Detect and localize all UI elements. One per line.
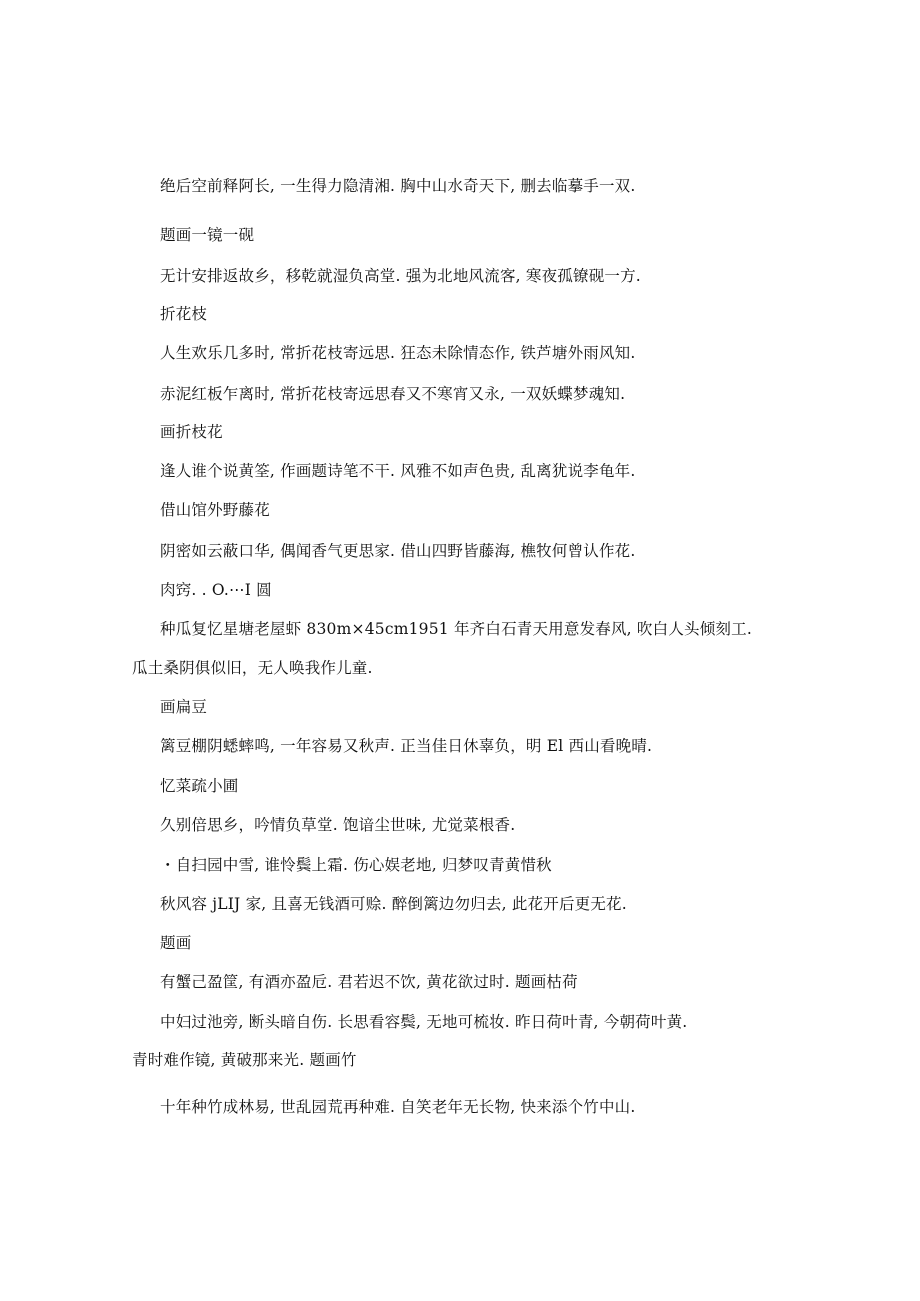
poem-line-2: 无计安排返故乡，移乾就湿负高堂. 强为北地风流客, 寒夜孤镣砚一方. bbox=[160, 267, 641, 285]
poem-line-10: 久别倍思乡，吟情负草堂. 饱谙尘世味, 尤觉菜根香. bbox=[160, 816, 516, 834]
poem-line-11: ・自扫园中雪, 谁怜鬓上霜. 伤心娱老地, 归梦叹青黄惜秋 bbox=[160, 856, 552, 874]
poem-title-5: 肉窍. . O.⋯I 圆 bbox=[160, 581, 272, 599]
poem-line-14: 中妇过池旁, 断头暗自伤. 长思看容鬓, 无地可梳妆. 昨日荷叶青, 今朝荷叶黄. bbox=[160, 1013, 688, 1031]
poem-line-3: 人生欢乐几多时, 常折花枝寄远思. 狂态未除情态作, 铁芦塘外雨风知. bbox=[160, 344, 636, 362]
poem-line-6: 阴密如云蔽口华, 偶闻香气更思家. 借山四野皆藤海, 樵牧何曾认作花. bbox=[160, 542, 636, 560]
poem-title-8: 题画 bbox=[160, 934, 192, 952]
poem-title-6: 画扁豆 bbox=[160, 698, 208, 716]
poem-line-8: 瓜土桑阴俱似旧，无人唤我作儿童. bbox=[132, 659, 373, 677]
poem-line-15: 青时难作镜, 黄破那来光. 题画竹 bbox=[132, 1051, 357, 1069]
poem-title-7: 忆菜疏小圃 bbox=[160, 777, 239, 795]
poem-title-3: 画折枝花 bbox=[160, 423, 223, 441]
poem-line-12: 秋风容 jLIJ 家, 且喜无钱酒可赊. 醉倒篱边勿归去, 此花开后更无花. bbox=[160, 895, 627, 913]
poem-title-2: 折花枝 bbox=[160, 305, 208, 323]
poem-title-4: 借山馆外野藤花 bbox=[160, 501, 270, 519]
poem-title-1: 题画一镜一砚 bbox=[160, 226, 255, 244]
poem-line-13: 有蟹己盈筐, 有酒亦盈卮. 君若迟不饮, 黄花欲过时. 题画枯荷 bbox=[160, 973, 578, 991]
poem-line-5: 逢人谁个说黄筌, 作画题诗笔不干. 风雅不如声色贵, 乱离犹说李龟年. bbox=[160, 462, 636, 480]
poem-line-9: 篱豆棚阴蟋蟀鸣, 一年容易又秋声. 正当佳日休辜负，明 El 西山看晚晴. bbox=[160, 737, 653, 755]
poem-line-4: 赤泥红板乍离时, 常折花枝寄远思春又不寒宵又永, 一双妖蝶梦魂知. bbox=[160, 385, 626, 403]
poem-line-7: 种瓜复忆星塘老屋虾 830m×45cm1951 年齐白石青天用意发春风, 吹白人头倾刻工. bbox=[160, 620, 752, 638]
poem-line-1: 绝后空前释阿长, 一生得力隐清湘. 胸中山水奇天下, 删去临摹手一双. bbox=[160, 177, 636, 195]
poem-line-16: 十年种竹成林易, 世乱园荒再种难. 自笑老年无长物, 快来添个竹中山. bbox=[160, 1098, 636, 1116]
